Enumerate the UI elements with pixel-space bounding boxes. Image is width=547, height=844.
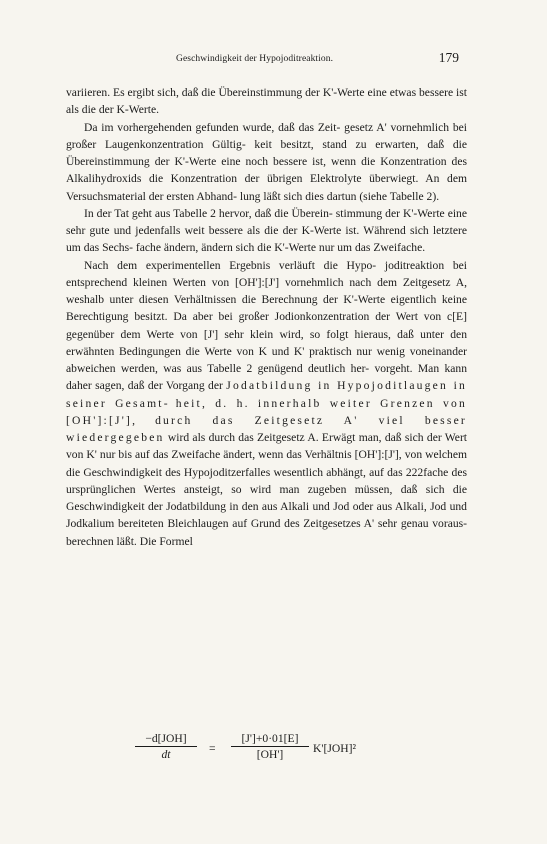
text-line: lung läßt sich dies dartun (siehe Tabelle 2). [239, 189, 440, 203]
rhs-denominator: [OH'] [256, 748, 284, 761]
text-line: als die der K-Werte ist. Während sich letztere um das Sechs- [66, 224, 467, 255]
text-line: eine etwas bessere ist als die der K-Werte. [66, 86, 467, 117]
text-line: keit besitzt, stand zu erwarten, daß die Übereinstimmung der [66, 137, 467, 168]
text-line: fache ändern, ändern sich die K'-Werte nur um das Zweifache. [135, 241, 426, 255]
lhs-fraction [135, 732, 197, 761]
rhs-numerator: [J']+0·01[E] [231, 732, 309, 747]
text-line: berechnen läßt. Die Formel [66, 534, 193, 548]
text-line: ursprünglichen Wertes ansteigt, so wird man zugeben müssen, [66, 482, 393, 496]
page-number: 179 [438, 50, 459, 65]
text-line: vornehmlich nach dem Zeitgesetz A, weshalb unter diesen [66, 275, 467, 306]
paragraph [66, 257, 467, 550]
text-line: vorgeht. Man kann daher sagen, daß der Vorgang der [66, 362, 467, 393]
rhs-fraction [231, 732, 309, 761]
text-line: Alkalihydroxids die Konzentration der übrigen Elektrolyte [66, 172, 362, 186]
text-line: Jodatbildung in Hypojoditlaugen in seiner Gesamt- [66, 379, 468, 410]
text-line: gesetz A' vornehmlich bei großer Laugenkonzentration Gültig- [66, 120, 467, 151]
text-line: Nach dem experimentellen Ergebnis verläuft die Hypo- [84, 258, 377, 272]
text-line: die Werte von K und K' praktisch nur wenig voneinander [185, 344, 467, 358]
equals-sign: = [209, 742, 216, 755]
text-line: In der Tat geht aus Tabelle 2 hervor, daß die Überein- [84, 206, 333, 220]
paragraph [66, 205, 467, 257]
text-line: joditreaktion bei entsprechend kleinen Werten von [OH']:[J'] [66, 258, 467, 289]
text-line: Bleichlaugen auf Grund des Zeitgesetzes A' sehr genau voraus- [167, 517, 468, 531]
text-line: daß sich die Geschwindigkeit der Jodatbildung in den aus [66, 482, 467, 513]
text-line: K'-Werte eine noch bessere ist, wenn die Konzentration des [174, 155, 467, 168]
text-line: abweichen werden, was aus Tabelle 2 genügend deutlich her- [66, 362, 370, 375]
text-line: der Wert von K' nur bis auf das Zweifache ändert, wenn das [66, 431, 468, 462]
paragraph [66, 84, 467, 119]
text-line: Alkali und Jod oder aus Alkali, Jod und Jodkalium bereiteten [66, 500, 467, 531]
text-line: der Wert von c[E] gegenüber dem Werte von [J'] sehr klein [66, 310, 467, 341]
text-line: Verhältnis [OH']:[J'], von welchem die Geschwindigkeit des [66, 448, 467, 479]
text-line: heit, d. h. innerhalb weiter Grenzen von [OH']:[J'], [66, 396, 467, 427]
paragraph [66, 119, 467, 205]
running-title: Geschwindigkeit der Hypojoditreaktion. [176, 54, 334, 64]
body-text [66, 84, 467, 550]
text-line: überwiegt. An dem Versuchsmaterial der ersten Abhand- [66, 172, 468, 203]
text-line: Hypojoditzerfalles wesentlich abhängt, auf das 222fache des [183, 465, 468, 479]
running-header [66, 50, 459, 68]
text-line: variieren. Es ergibt sich, daß die Übereinstimmung der K'-Werte [66, 86, 365, 99]
text-line: wird, so folgt hieraus, daß unter den erwähnten Bedingungen [66, 327, 467, 358]
text-line: Verhältnissen die Berechnung der K'-Werte eigentlich keine [173, 293, 467, 306]
text-line: stimmung der K'-Werte eine sehr gute und jedenfalls weit bessere [66, 206, 467, 237]
text-line: Berechtigung besitzt. Da aber bei großer Jodionkonzentration [66, 310, 370, 324]
rhs-factor: K'[JOH]² [313, 742, 356, 755]
lhs-numerator: −d[JOH] [135, 732, 197, 747]
rate-formula [135, 732, 435, 782]
text-line: durch das Zeitgesetz A' viel besser wiedergegeben [66, 413, 467, 444]
text-line: Da im vorhergehenden gefunden wurde, daß das Zeit- [84, 120, 341, 134]
lhs-denominator: dt [161, 748, 171, 761]
text-line: wird als durch das Zeitgesetz A. Erwägt man, daß sich [167, 431, 424, 444]
